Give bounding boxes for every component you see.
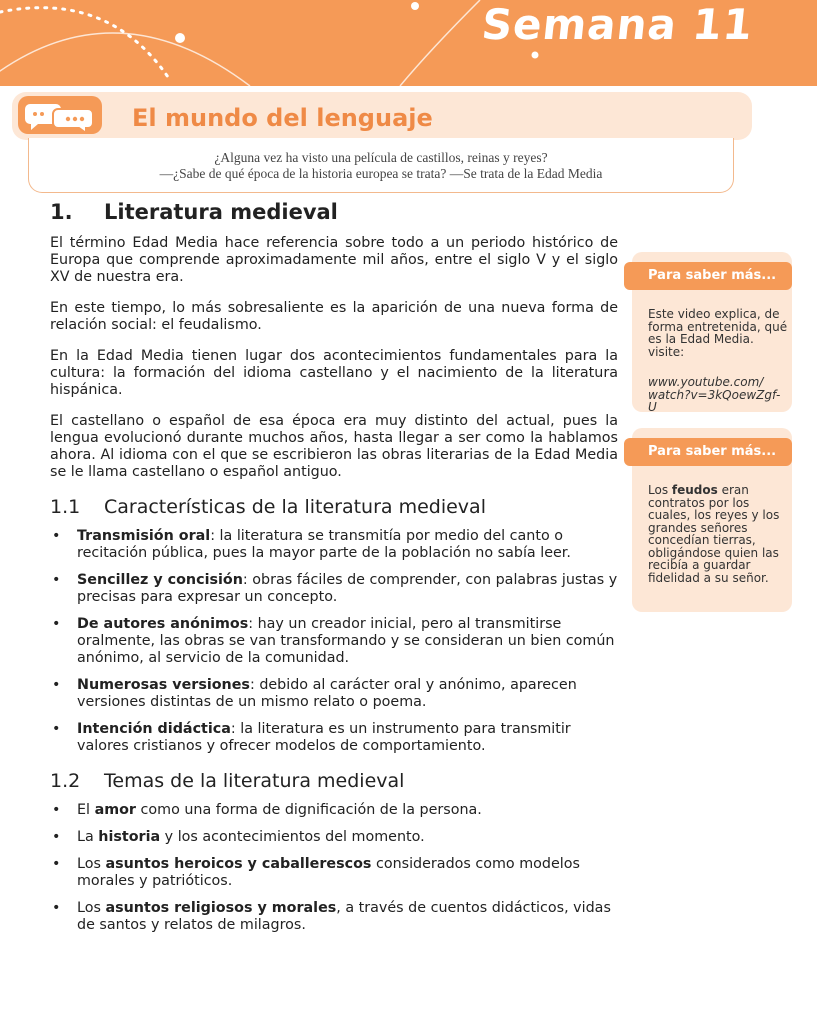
paragraph: El término Edad Media hace referencia sobre todo a un periodo histórico de Europa que comprende aproximadamente mil años, entre el siglo V y el siglo XV de nuestra era. [50,235,618,285]
sidebar-box-body [648,308,788,414]
heading-text: Características de la literatura medieval [104,496,486,518]
intro-question: ¿Alguna vez ha visto una película de castillos, reinas y reyes? [214,150,548,165]
intro-box [28,138,734,193]
list-item-text: y los acontecimientos del momento. [160,829,425,845]
header-banner [0,0,817,86]
list-item-text: : la literatura se transmitía por medio del canto o recitación pública, pues la mayor parte de la población no sabía leer. [77,528,571,561]
list-item-text: : hay un creador inicial, pero al transmitirse oralmente, las obras se van transformando y se consideran un bien común anónimo, al servicio de la comunidad. [77,616,615,666]
heading-number: 1.1 [50,496,81,518]
video-link[interactable]: www.youtube.com/ watch?v=3kQoewZgf-U [648,375,781,414]
paragraph: El castellano o español de esa época era muy distinto del actual, pues la lengua evolucionó durante muchos años, hasta llegar a ser como la hablamos ahora. Al idioma con el que se escribieron las obras literarias de la Edad Media se le llama castellano o español antiguo. [50,413,618,480]
speech-bubbles-icon [18,96,102,134]
list-item-term: Intención didáctica [77,721,231,737]
sidebar-box-text: Este video explica, de forma entretenida, qué es la Edad Media. visite: [648,307,788,359]
list-item [50,721,618,755]
paragraph: En la Edad Media tienen lugar dos acontecimientos fundamentales para la cultura: la formación del idioma castellano y el nacimiento de la literatura hispánica. [50,348,618,398]
heading-text: Temas de la literatura medieval [104,770,405,792]
heading-caracteristicas [50,496,618,518]
list-item-text: Los [77,856,106,872]
sidebar-box-body [648,484,788,584]
list-item-text: El [77,802,95,818]
list-item-text: , a través de cuentos didácticos, vidas de santos y relatos de milagros. [77,900,611,933]
list-item-term: Sencillez y concisión [77,572,243,588]
week-title: Semana 11 [479,0,756,49]
sidebar-box-text: Los [648,483,672,497]
list-item-text: como una forma de dignificación de la persona. [135,802,482,818]
list-item [50,802,618,819]
sidebar-box-video [632,252,792,412]
list-item-term: Transmisión oral [77,528,211,544]
list-item [50,677,618,711]
list-item [50,572,618,606]
heading-temas [50,770,618,792]
list-item-term: Numerosas versiones [77,677,250,693]
heading-text: Literatura medieval [104,200,338,224]
characteristics-list [50,528,618,755]
heading-literatura-medieval [50,200,618,224]
main-content [50,200,618,944]
heading-number: 1.2 [50,770,81,792]
list-item-term: amor [94,802,136,818]
list-item-term: De autores anónimos [77,616,249,632]
intro-answer: —¿Sabe de qué época de la historia europea se trata? —Se trata de la Edad Media [159,166,603,181]
sidebar-box-feudos [632,428,792,612]
list-item-text: : obras fáciles de comprender, con palabras justas y precisas para expresar un concepto. [77,572,618,605]
list-item [50,528,618,562]
list-item [50,900,618,934]
list-item [50,616,618,667]
list-item-text: La [77,829,99,845]
paragraph: En este tiempo, lo más sobresaliente es la aparición de una nueva forma de relación social: el feudalismo. [50,300,618,333]
sidebar-box-text: eran contratos por los cuales, los reyes y los grandes señores concedían tierras, obligándose quien las recibía a guardar fidelidad a su señor. [648,483,780,585]
heading-number: 1. [50,200,73,224]
list-item-text: : la literatura es un instrumento para transmitir valores cristianos y ofrecer modelos de comportamiento. [77,721,571,754]
section-title: El mundo del lenguaje [132,104,433,132]
list-item [50,856,618,890]
list-item [50,829,618,846]
sidebar-box-title: Para saber más... [624,438,792,466]
themes-list [50,802,618,934]
list-item-text: Los [77,900,106,916]
list-item-text: : debido al carácter oral y anónimo, aparecen versiones distintas de un mismo relato o poema. [77,677,577,710]
list-item-term: asuntos heroicos y caballerescos [105,856,372,872]
sidebar-box-title: Para saber más... [624,262,792,290]
sidebar-box-term: feudos [671,483,718,497]
list-item-text: considerados como modelos morales y patrióticos. [77,856,580,889]
list-item-term: historia [98,829,161,845]
list-item-term: asuntos religiosos y morales [105,900,337,916]
